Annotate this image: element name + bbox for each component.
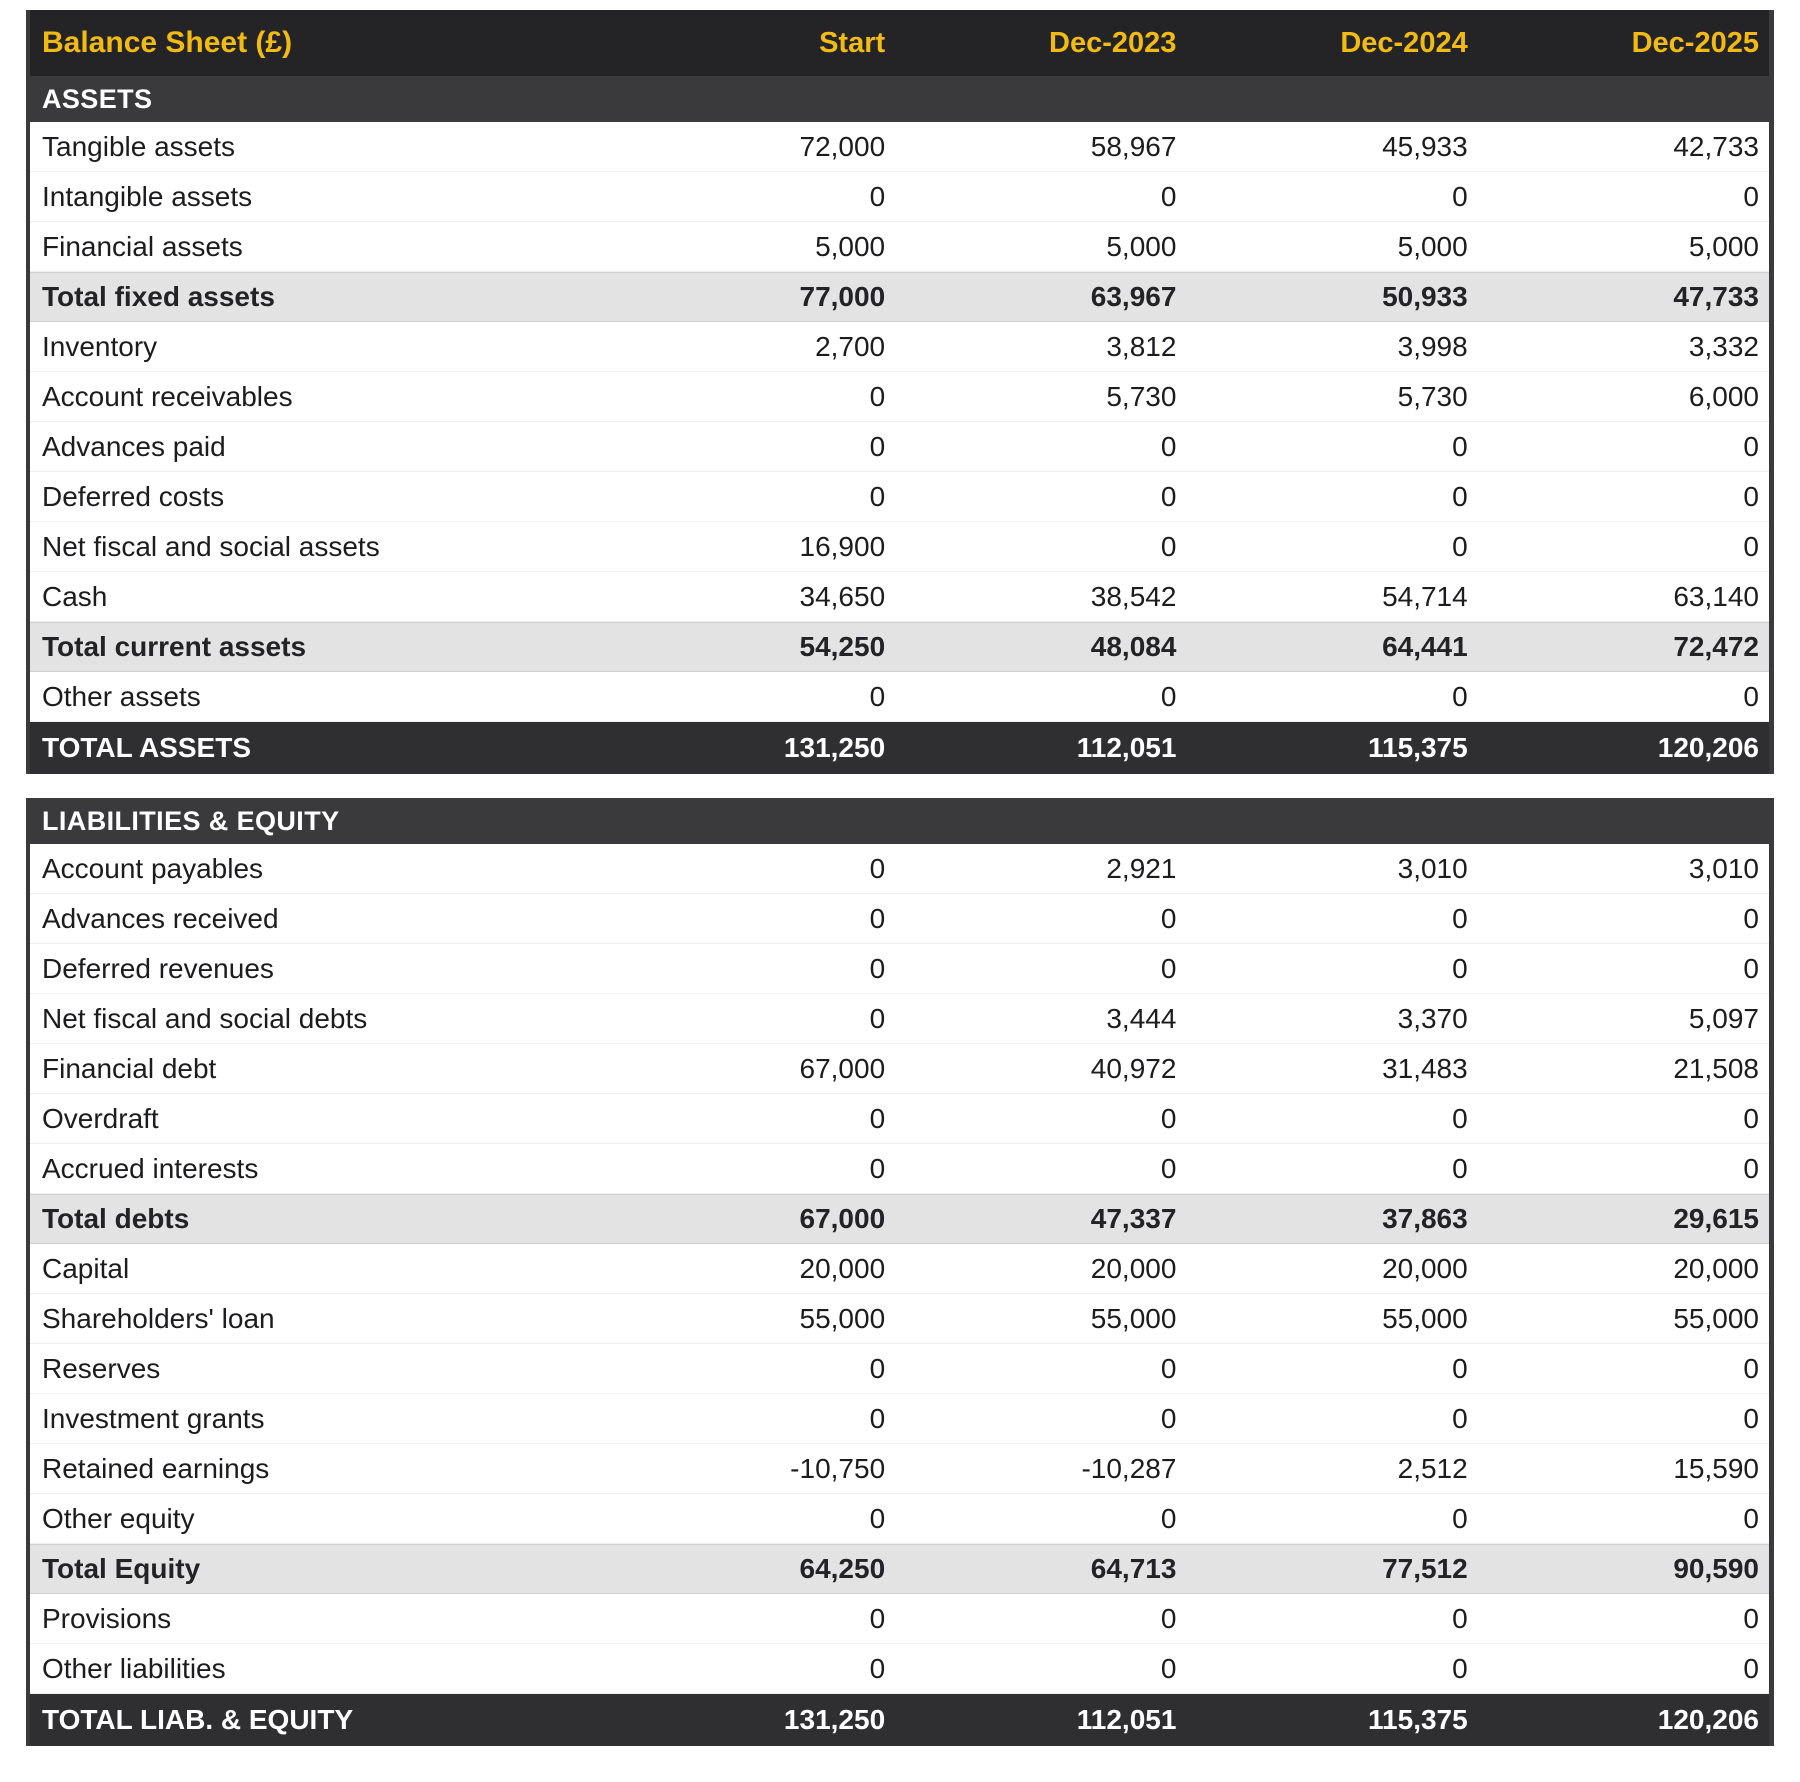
cell-value: 55,000 bbox=[799, 1302, 886, 1334]
table-row bbox=[30, 1244, 1769, 1294]
table-row bbox=[30, 172, 1769, 222]
cell-value: 131,250 bbox=[783, 732, 886, 763]
table-row bbox=[30, 572, 1769, 622]
cell-value: 55,000 bbox=[1090, 1302, 1177, 1334]
row-label: Financial assets bbox=[42, 230, 243, 262]
cell-value: 5,730 bbox=[1106, 380, 1177, 412]
cell-value: 0 bbox=[1452, 1152, 1468, 1184]
row-label: Total Equity bbox=[42, 1553, 201, 1584]
cell-value: 0 bbox=[1160, 1502, 1177, 1534]
cell-value: 0 bbox=[869, 480, 886, 512]
cell-value: 0 bbox=[1160, 1652, 1177, 1684]
cell-value: 0 bbox=[869, 1402, 886, 1434]
cell-value: 50,933 bbox=[1382, 281, 1468, 312]
row-label: TOTAL ASSETS bbox=[42, 732, 251, 763]
table-row bbox=[30, 1644, 1769, 1694]
cell-value: 0 bbox=[1452, 902, 1468, 934]
cell-value: 0 bbox=[1743, 480, 1759, 512]
cell-value: 5,000 bbox=[1688, 230, 1759, 262]
cell-value: 47,733 bbox=[1673, 281, 1759, 312]
row-label: Total fixed assets bbox=[42, 281, 275, 312]
cell-value: 0 bbox=[1160, 430, 1177, 462]
cell-value: 0 bbox=[1743, 1102, 1759, 1134]
row-label: Shareholders' loan bbox=[42, 1302, 275, 1334]
cell-value: 131,250 bbox=[783, 1704, 886, 1735]
cell-value: 77,000 bbox=[799, 281, 886, 312]
cell-value: 20,000 bbox=[799, 1252, 886, 1284]
cell-value: 0 bbox=[1743, 180, 1759, 212]
cell-value: 0 bbox=[1160, 1352, 1177, 1384]
cell-value: 0 bbox=[1452, 952, 1468, 984]
cell-value: 45,933 bbox=[1382, 130, 1468, 162]
cell-value: 0 bbox=[1160, 952, 1177, 984]
row-label: Account receivables bbox=[42, 380, 293, 412]
section-spacer bbox=[26, 774, 1774, 798]
cell-value: 38,542 bbox=[1090, 580, 1177, 612]
table-row bbox=[30, 1444, 1769, 1494]
cell-value: 90,590 bbox=[1673, 1553, 1759, 1584]
cell-value: 64,250 bbox=[799, 1553, 886, 1584]
cell-value: -10,750 bbox=[790, 1452, 886, 1484]
cell-value: 0 bbox=[1160, 902, 1177, 934]
table-row bbox=[30, 1594, 1769, 1644]
cell-value: 0 bbox=[1743, 1152, 1759, 1184]
table-row bbox=[30, 994, 1769, 1044]
cell-value: 0 bbox=[1452, 430, 1468, 462]
cell-value: 0 bbox=[1452, 1502, 1468, 1534]
row-label: Other liabilities bbox=[42, 1652, 226, 1684]
cell-value: 0 bbox=[869, 1652, 886, 1684]
table-row bbox=[30, 322, 1769, 372]
cell-value: 67,000 bbox=[799, 1052, 886, 1084]
cell-value: 0 bbox=[869, 180, 886, 212]
cell-value: 2,921 bbox=[1106, 852, 1177, 884]
assets-block bbox=[26, 10, 1774, 774]
cell-value: 3,370 bbox=[1397, 1002, 1468, 1034]
section-header-assets bbox=[30, 76, 1769, 122]
cell-value: 54,250 bbox=[799, 631, 886, 662]
table-row bbox=[30, 1394, 1769, 1444]
table-row bbox=[30, 222, 1769, 272]
cell-value: 0 bbox=[869, 1002, 886, 1034]
cell-value: 5,000 bbox=[815, 230, 886, 262]
cell-value: 48,084 bbox=[1090, 631, 1177, 662]
cell-value: 3,998 bbox=[1397, 330, 1468, 362]
row-label: Total debts bbox=[42, 1203, 190, 1234]
row-label: Retained earnings bbox=[42, 1452, 270, 1484]
cell-value: 112,051 bbox=[1076, 732, 1177, 763]
cell-value: 0 bbox=[869, 380, 886, 412]
row-label: Total current assets bbox=[42, 631, 307, 662]
cell-value: 63,967 bbox=[1090, 281, 1177, 312]
cell-value: 15,590 bbox=[1673, 1452, 1759, 1484]
table-row bbox=[30, 272, 1769, 322]
row-label: Advances paid bbox=[42, 430, 226, 462]
table-row bbox=[30, 722, 1769, 774]
cell-value: 3,812 bbox=[1106, 330, 1177, 362]
cell-value: 0 bbox=[1743, 680, 1759, 712]
cell-value: 58,967 bbox=[1090, 130, 1177, 162]
table-row bbox=[30, 422, 1769, 472]
cell-value: 0 bbox=[1743, 1502, 1759, 1534]
cell-value: 67,000 bbox=[799, 1203, 886, 1234]
table-row bbox=[30, 522, 1769, 572]
cell-value: 55,000 bbox=[1673, 1302, 1759, 1334]
cell-value: 3,010 bbox=[1397, 852, 1468, 884]
cell-value: 42,733 bbox=[1673, 130, 1759, 162]
table-title: Balance Sheet (£) bbox=[42, 26, 293, 59]
cell-value: 5,000 bbox=[1397, 230, 1468, 262]
table-row bbox=[30, 1544, 1769, 1594]
table-row bbox=[30, 1044, 1769, 1094]
table-row bbox=[30, 1094, 1769, 1144]
cell-value: 29,615 bbox=[1673, 1203, 1759, 1234]
row-label: Investment grants bbox=[42, 1402, 265, 1434]
cell-value: 72,000 bbox=[799, 130, 886, 162]
cell-value: 0 bbox=[1160, 1402, 1177, 1434]
cell-value: 0 bbox=[869, 430, 886, 462]
cell-value: 20,000 bbox=[1382, 1252, 1468, 1284]
column-header-start: Start bbox=[819, 26, 886, 59]
cell-value: 0 bbox=[1452, 1402, 1468, 1434]
cell-value: 2,700 bbox=[815, 330, 886, 362]
row-label: Account payables bbox=[42, 852, 264, 884]
table-row bbox=[30, 1194, 1769, 1244]
cell-value: 64,441 bbox=[1382, 631, 1468, 662]
table-row bbox=[30, 944, 1769, 994]
row-label: Tangible assets bbox=[42, 130, 236, 162]
balance-sheet-table bbox=[26, 10, 1774, 1746]
cell-value: 112,051 bbox=[1076, 1704, 1177, 1735]
cell-value: 0 bbox=[869, 852, 886, 884]
row-label: Reserves bbox=[42, 1352, 161, 1384]
cell-value: 31,483 bbox=[1382, 1052, 1468, 1084]
cell-value: 3,444 bbox=[1106, 1002, 1177, 1034]
cell-value: 20,000 bbox=[1090, 1252, 1177, 1284]
row-label: Other equity bbox=[42, 1502, 195, 1534]
cell-value: 3,010 bbox=[1688, 852, 1759, 884]
liabilities-equity-rows bbox=[30, 844, 1769, 1746]
cell-value: 16,900 bbox=[799, 530, 886, 562]
cell-value: 63,140 bbox=[1673, 580, 1759, 612]
cell-value: 77,512 bbox=[1382, 1553, 1468, 1584]
cell-value: 0 bbox=[1452, 1352, 1468, 1384]
cell-value: 115,375 bbox=[1368, 1704, 1468, 1735]
cell-value: 72,472 bbox=[1673, 631, 1759, 662]
cell-value: 0 bbox=[1743, 1652, 1759, 1684]
cell-value: 20,000 bbox=[1673, 1252, 1759, 1284]
column-header-dec-2024: Dec-2024 bbox=[1340, 26, 1468, 59]
cell-value: 37,863 bbox=[1382, 1203, 1468, 1234]
section-header-liabilities-equity bbox=[30, 798, 1769, 844]
cell-value: 0 bbox=[869, 952, 886, 984]
cell-value: 115,375 bbox=[1368, 732, 1468, 763]
cell-value: 120,206 bbox=[1657, 1704, 1759, 1735]
table-row bbox=[30, 1294, 1769, 1344]
cell-value: 0 bbox=[1452, 1102, 1468, 1134]
section-header-label: LIABILITIES & EQUITY bbox=[42, 805, 340, 836]
cell-value: 47,337 bbox=[1090, 1203, 1177, 1234]
cell-value: 54,714 bbox=[1382, 580, 1468, 612]
cell-value: 0 bbox=[1743, 1402, 1759, 1434]
table-header-row bbox=[30, 10, 1769, 76]
table-row bbox=[30, 372, 1769, 422]
cell-value: 0 bbox=[1452, 1602, 1468, 1634]
table-row bbox=[30, 122, 1769, 172]
cell-value: 0 bbox=[1160, 1602, 1177, 1634]
row-label: Net fiscal and social assets bbox=[42, 530, 380, 562]
cell-value: 0 bbox=[1452, 680, 1468, 712]
cell-value: 2,512 bbox=[1397, 1452, 1468, 1484]
cell-value: 5,097 bbox=[1688, 1002, 1759, 1034]
cell-value: 0 bbox=[869, 1602, 886, 1634]
cell-value: 0 bbox=[869, 1502, 886, 1534]
row-label: Provisions bbox=[42, 1602, 172, 1634]
cell-value: 0 bbox=[869, 902, 886, 934]
row-label: Net fiscal and social debts bbox=[42, 1002, 368, 1034]
cell-value: 0 bbox=[869, 1102, 886, 1134]
cell-value: -10,287 bbox=[1081, 1452, 1177, 1484]
cell-value: 0 bbox=[1160, 530, 1177, 562]
cell-value: 0 bbox=[1160, 1152, 1177, 1184]
cell-value: 0 bbox=[1743, 902, 1759, 934]
row-label: Capital bbox=[42, 1252, 130, 1284]
row-label: Cash bbox=[42, 580, 108, 612]
cell-value: 5,730 bbox=[1397, 380, 1468, 412]
row-label: Intangible assets bbox=[42, 180, 253, 212]
cell-value: 40,972 bbox=[1090, 1052, 1177, 1084]
row-label: Accrued interests bbox=[42, 1152, 259, 1184]
table-row bbox=[30, 1344, 1769, 1394]
table-row bbox=[30, 622, 1769, 672]
cell-value: 0 bbox=[1160, 1102, 1177, 1134]
cell-value: 0 bbox=[1160, 180, 1177, 212]
cell-value: 0 bbox=[1452, 1652, 1468, 1684]
cell-value: 0 bbox=[1160, 680, 1177, 712]
row-label: Deferred revenues bbox=[42, 952, 274, 984]
row-label: Deferred costs bbox=[42, 480, 225, 512]
cell-value: 0 bbox=[1743, 952, 1759, 984]
cell-value: 64,713 bbox=[1090, 1553, 1177, 1584]
cell-value: 0 bbox=[869, 680, 886, 712]
row-label: TOTAL LIAB. & EQUITY bbox=[42, 1704, 354, 1735]
liabilities-equity-block bbox=[26, 798, 1774, 1746]
assets-rows bbox=[30, 122, 1769, 774]
cell-value: 55,000 bbox=[1382, 1302, 1468, 1334]
cell-value: 120,206 bbox=[1657, 732, 1759, 763]
cell-value: 0 bbox=[869, 1152, 886, 1184]
cell-value: 0 bbox=[1452, 180, 1468, 212]
row-label: Inventory bbox=[42, 330, 158, 362]
table-row bbox=[30, 472, 1769, 522]
cell-value: 0 bbox=[1743, 530, 1759, 562]
table-row bbox=[30, 1494, 1769, 1544]
cell-value: 0 bbox=[1743, 430, 1759, 462]
cell-value: 34,650 bbox=[799, 580, 886, 612]
table-row bbox=[30, 1694, 1769, 1746]
row-label: Advances received bbox=[42, 902, 279, 934]
cell-value: 21,508 bbox=[1673, 1052, 1759, 1084]
row-label: Other assets bbox=[42, 680, 201, 712]
column-header-dec-2023: Dec-2023 bbox=[1049, 26, 1177, 59]
table-row bbox=[30, 844, 1769, 894]
cell-value: 5,000 bbox=[1106, 230, 1177, 262]
table-row bbox=[30, 1144, 1769, 1194]
cell-value: 0 bbox=[869, 1352, 886, 1384]
cell-value: 0 bbox=[1160, 480, 1177, 512]
cell-value: 3,332 bbox=[1688, 330, 1759, 362]
row-label: Financial debt bbox=[42, 1052, 217, 1084]
table-row bbox=[30, 672, 1769, 722]
cell-value: 0 bbox=[1452, 480, 1468, 512]
section-header-label: ASSETS bbox=[42, 83, 153, 114]
table-row bbox=[30, 894, 1769, 944]
cell-value: 0 bbox=[1743, 1352, 1759, 1384]
cell-value: 0 bbox=[1743, 1602, 1759, 1634]
column-header-dec-2025: Dec-2025 bbox=[1631, 26, 1759, 59]
cell-value: 6,000 bbox=[1688, 380, 1759, 412]
row-label: Overdraft bbox=[42, 1102, 159, 1134]
cell-value: 0 bbox=[1452, 530, 1468, 562]
